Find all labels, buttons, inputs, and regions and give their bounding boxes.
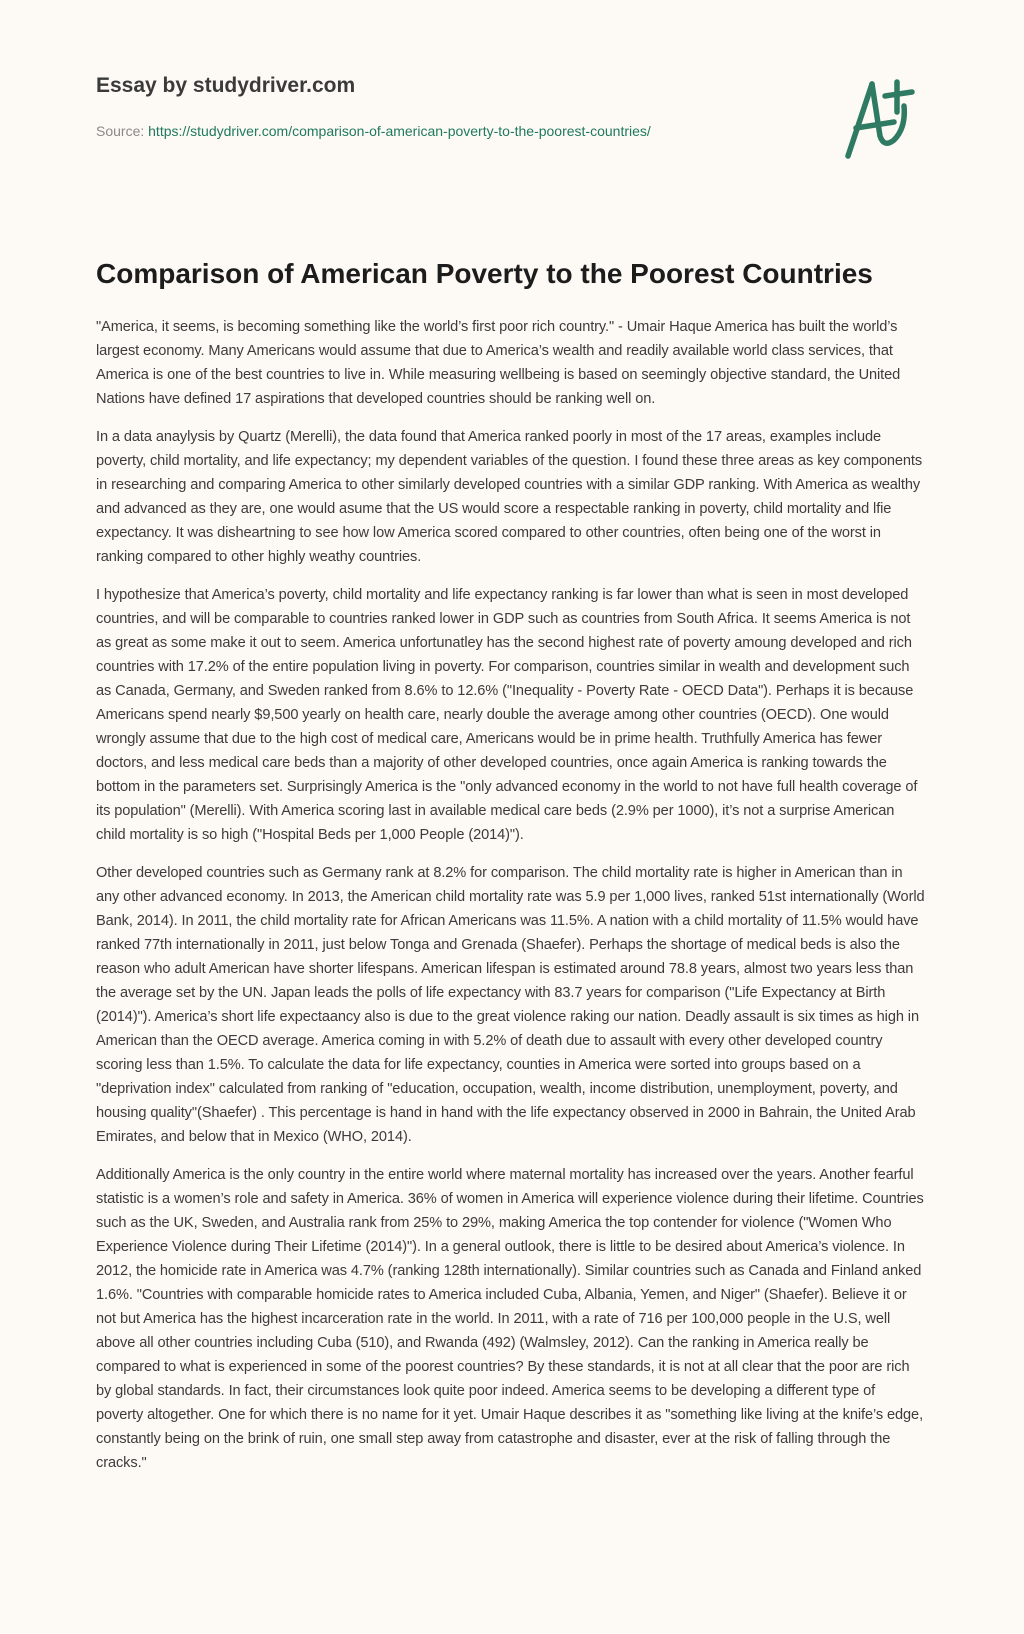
source-link[interactable]: https://studydriver.com/comparison-of-american-poverty-to-the-poorest-countries/ bbox=[148, 123, 651, 139]
source-label: Source: bbox=[96, 123, 149, 139]
essay-paragraph-2: In a data anaylysis by Quartz (Merelli), the data found that America ranked poorly in most of the 17 areas, examples include poverty, child mortality, and life expectancy; my dependent variables of the question. I found these three areas as key components in researching and comparing America to other similarly developed countries with a similar GDP ranking. With America as wealthy and advanced as they are, one would asume that the US would score a respectable ranking in poverty, child mortality and lfie expectancy. It was disheartning to see how low America scored compared to other countries, often being one of the worst in ranking compared to other highly weathy countries. bbox=[96, 429, 923, 565]
essay-paragraph-3: I hypothesize that America’s poverty, child mortality and life expectancy ranking is far lower than what is seen in most developed countries, and will be comparable to countries ranked lower in GDP such as countries from South Africa. It seems America is not as great as some make it out to seem. America unfortunatley has the second highest rate of poverty amoung developed and rich countries with 17.2% of the entire population living in poverty. For comparison, countries similar in wealth and development such as Canada, Germany, and Sweden ranked from 8.6% to 12.6% ("Inequality - Poverty Rate - OECD Data"). Perhaps it is because Americans spend nearly $9,500 yearly on health care, nearly double the average among other countries (OECD). One would wrongly assume that due to the high cost of medical care, Americans would be in prime health. Truthfully America has fewer doctors, and less medical care beds than a majority of other developed countries, once again America is ranking towards the bottom in the parameters set. Surprisingly America is the "only advanced economy in the world to not have full health coverage of its population" (Merelli). With America scoring last in available medical care beds (2.9% per 1000), it’s not a surprise American child mortality is so high ("Hospital Beds per 1,000 People (2014)"). bbox=[96, 587, 918, 843]
a-plus-logo-icon bbox=[820, 66, 920, 166]
a-plus-logo-graphic bbox=[820, 66, 920, 166]
essay-paragraph-4: Other developed countries such as Germany rank at 8.2% for comparison. The child mortality rate is higher in American than in any other advanced economy. In 2013, the American child mortality rate was 5.9 per 1,000 lives, ranked 51st internationally (World Bank, 2014). In 2011, the child mortality rate for African Americans was 11.5%. A nation with a child mortality of 11.5% would have ranked 77th internationally in 2011, just below Tonga and Grenada (Shaefer). Perhaps the shortage of medical beds is also the reason who adult American have shorter lifespans. American lifespan is estimated around 78.8 years, almost two years less than the average set by the UN. Japan leads the polls of life expectancy with 83.7 years for comparison ("Life Expectancy at Birth (2014)"). America’s short life expectaancy also is due to the great violence raking our nation. Deadly assault is six times as high in American than the OECD average. America coming in with 5.2% of death due to assault with every other developed country scoring less than 1.5%. To calculate the data for life expectancy, counties in America were sorted into groups based on a "deprivation index" calculated from ranking of "education, occupation, wealth, income distribution, unemployment, poverty, and housing quality"(Shaefer) . This percentage is hand in hand with the life expectancy observed in 2000 in Bahrain, the United Arab Emirates, and below that in Mexico (WHO, 2014). bbox=[96, 865, 925, 1145]
essay-paragraph-5: Additionally America is the only country in the entire world where maternal mortality has increased over the years. Another fearful statistic is a women’s role and safety in America. 36% of women in America will experience violence during their lifetime. Countries such as the UK, Sweden, and Australia rank from 25% to 29%, making America the top contender for violence ("Women Who Experience Violence during Their Lifetime (2014)"). In a general outlook, there is little to be desired about America’s violence. In 2012, the homicide rate in America was 4.7% (ranking 128th internationally). Similar countries such as Canada and Finland anked 1.6%. "Countries with comparable homicide rates to America included Cuba, Albania, Yemen, and Niger" (Shaefer). Believe it or not but America has the highest incarceration rate in the world. In 2011, with a rate of 716 per 100,000 people in the U.S, well above all other countries including Cuba (510), and Rwanda (492) (Walmsley, 2012). Can the ranking in America really be compared to what is experienced in some of the poorest countries? By these standards, it is not at all clear that the poor are rich by global standards. In fact, their circumstances look quite poor indeed. America seems to be developing a different type of poverty altogether. One for which there is no name for it yet. Umair Haque describes it as "something like living at the knife’s edge, constantly being on the brink of ruin, one small step away from catastrophe and disaster, ever at the risk of falling through the cracks." bbox=[96, 1167, 924, 1471]
site-title: Essay by studydriver.com bbox=[96, 74, 356, 97]
site-header bbox=[96, 72, 816, 140]
essay-article bbox=[96, 255, 926, 1489]
essay-title: Comparison of American Poverty to the Poorest Countries bbox=[96, 258, 873, 289]
essay-paragraph-1: "America, it seems, is becoming something like the world’s first poor rich country." - Umair Haque America has built the world’s largest economy. Many Americans would assume that due to America’s wealth and readily available world class services, that America is one of the best countries to live in. While measuring wellbeing is based on seemingly objective standard, the United Nations have defined 17 aspirations that developed countries should be ranking well on. bbox=[96, 319, 901, 407]
source-line bbox=[96, 122, 816, 140]
